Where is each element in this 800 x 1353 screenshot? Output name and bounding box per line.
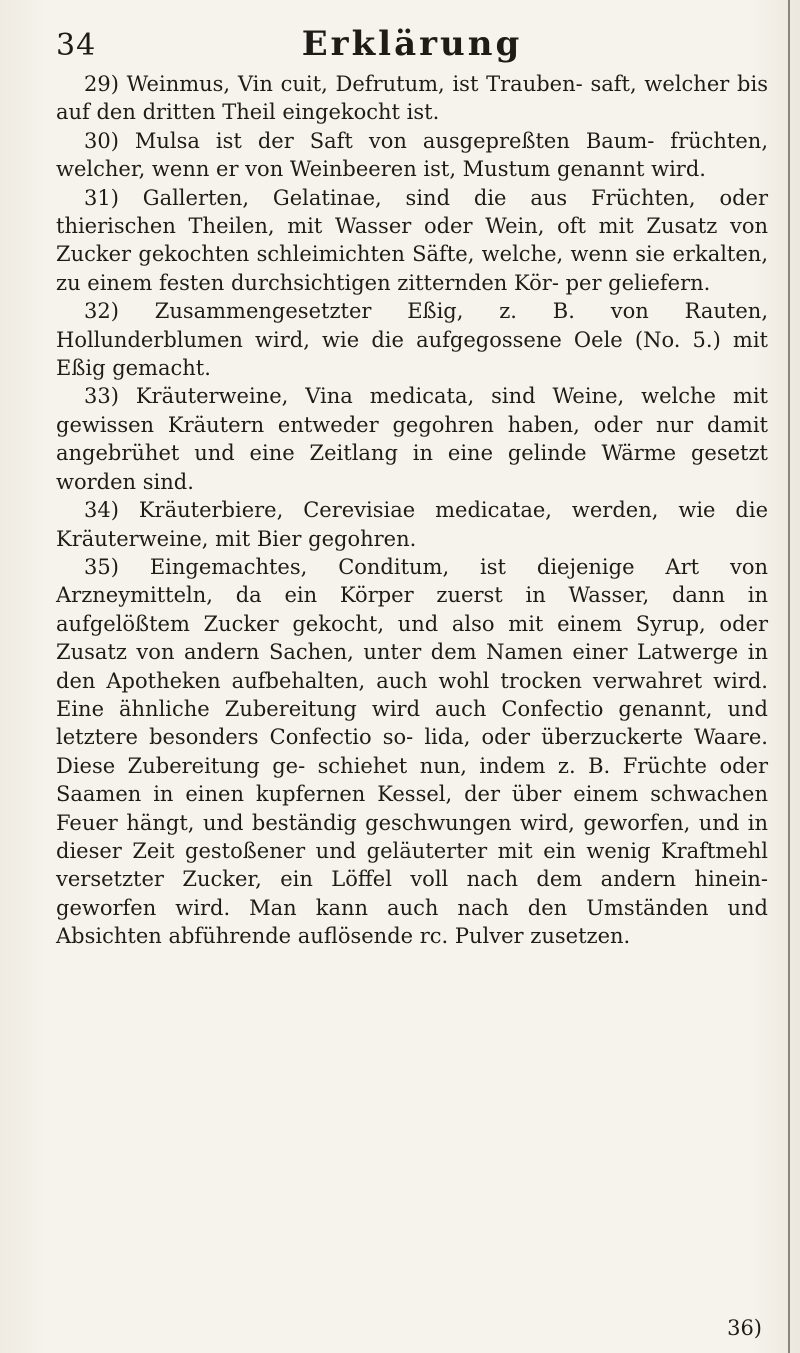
entry-35: 35) Eingemachtes, Conditum, ist diejenige Art von Arzneymitteln, da ein Körper zuerst in Wasser, dann in aufgelößtem Zucker gekocht, und also mit einem Syrup, oder Zusatz von andern Sachen, unter dem Namen einer Latwerge in den Apotheken aufbehalten, auch wohl trocken verwahret wird. Eine ähnliche Zubereitung wird auch Confectio genannt, und letztere besonders Confectio so- lida, oder überzuckerte Waare. Diese Zubereitung ge- schiehet nun, indem z. B. Früchte oder Saamen in einen kupfernen Kessel, der über einem schwachen Feuer hängt, und beständig geschwungen wird, geworfen, und in dieser Zeit gestoßener und geläuterter mit ein wenig Kraftmehl versetzter Zucker, ein Löffel voll nach dem andern hinein- geworfen wird. Man kann auch nach den Umständen und Absichten abführende auflösende rc. Pulver zusetzen. (56, 554, 768, 949)
running-title: Erklärung (301, 24, 523, 64)
entry-29: 29) Weinmus, Vin cuit, Defrutum, ist Trauben- saft, welcher bis auf den dritten Theil eingekocht ist. (56, 72, 768, 125)
entry-30: 30) Mulsa ist der Saft von ausgepreßten Baum- früchten, welcher, wenn er von Weinbeeren ist, Mustum genannt wird. (56, 128, 768, 182)
entry-33: 33) Kräuterweine, Vina medicata, sind Weine, welche mit gewissen Kräutern entweder gegohren haben, oder nur damit angebrühet und eine Zeitlang in eine gelinde Wärme gesetzt worden sind. (56, 384, 768, 494)
catchword: 36) (727, 1316, 762, 1340)
page-edge-line (788, 0, 790, 1353)
body-text (56, 70, 768, 951)
entry-34: 34) Kräuterbiere, Cerevisiae medicatae, werden, wie die Kräuterweine, mit Bier gegohren. (56, 498, 768, 551)
entry-31: 31) Gallerten, Gelatinae, sind die aus Früchten, oder thierischen Theilen, mit Wasser oder Wein, oft mit Zusatz von Zucker gekochten schleimichten Säfte, welche, wenn sie erkalten, zu einem festen durchsichtigen zitternden Kör- per geliefern. (56, 185, 768, 295)
page-header (56, 20, 768, 72)
entry-32: 32) Zusammengesetzter Eßig, z. B. von Rauten, Hollunderblumen wird, wie die aufgegossene Oele (No. 5.) mit Eßig gemacht. (56, 299, 768, 381)
page-number: 34 (56, 28, 97, 63)
